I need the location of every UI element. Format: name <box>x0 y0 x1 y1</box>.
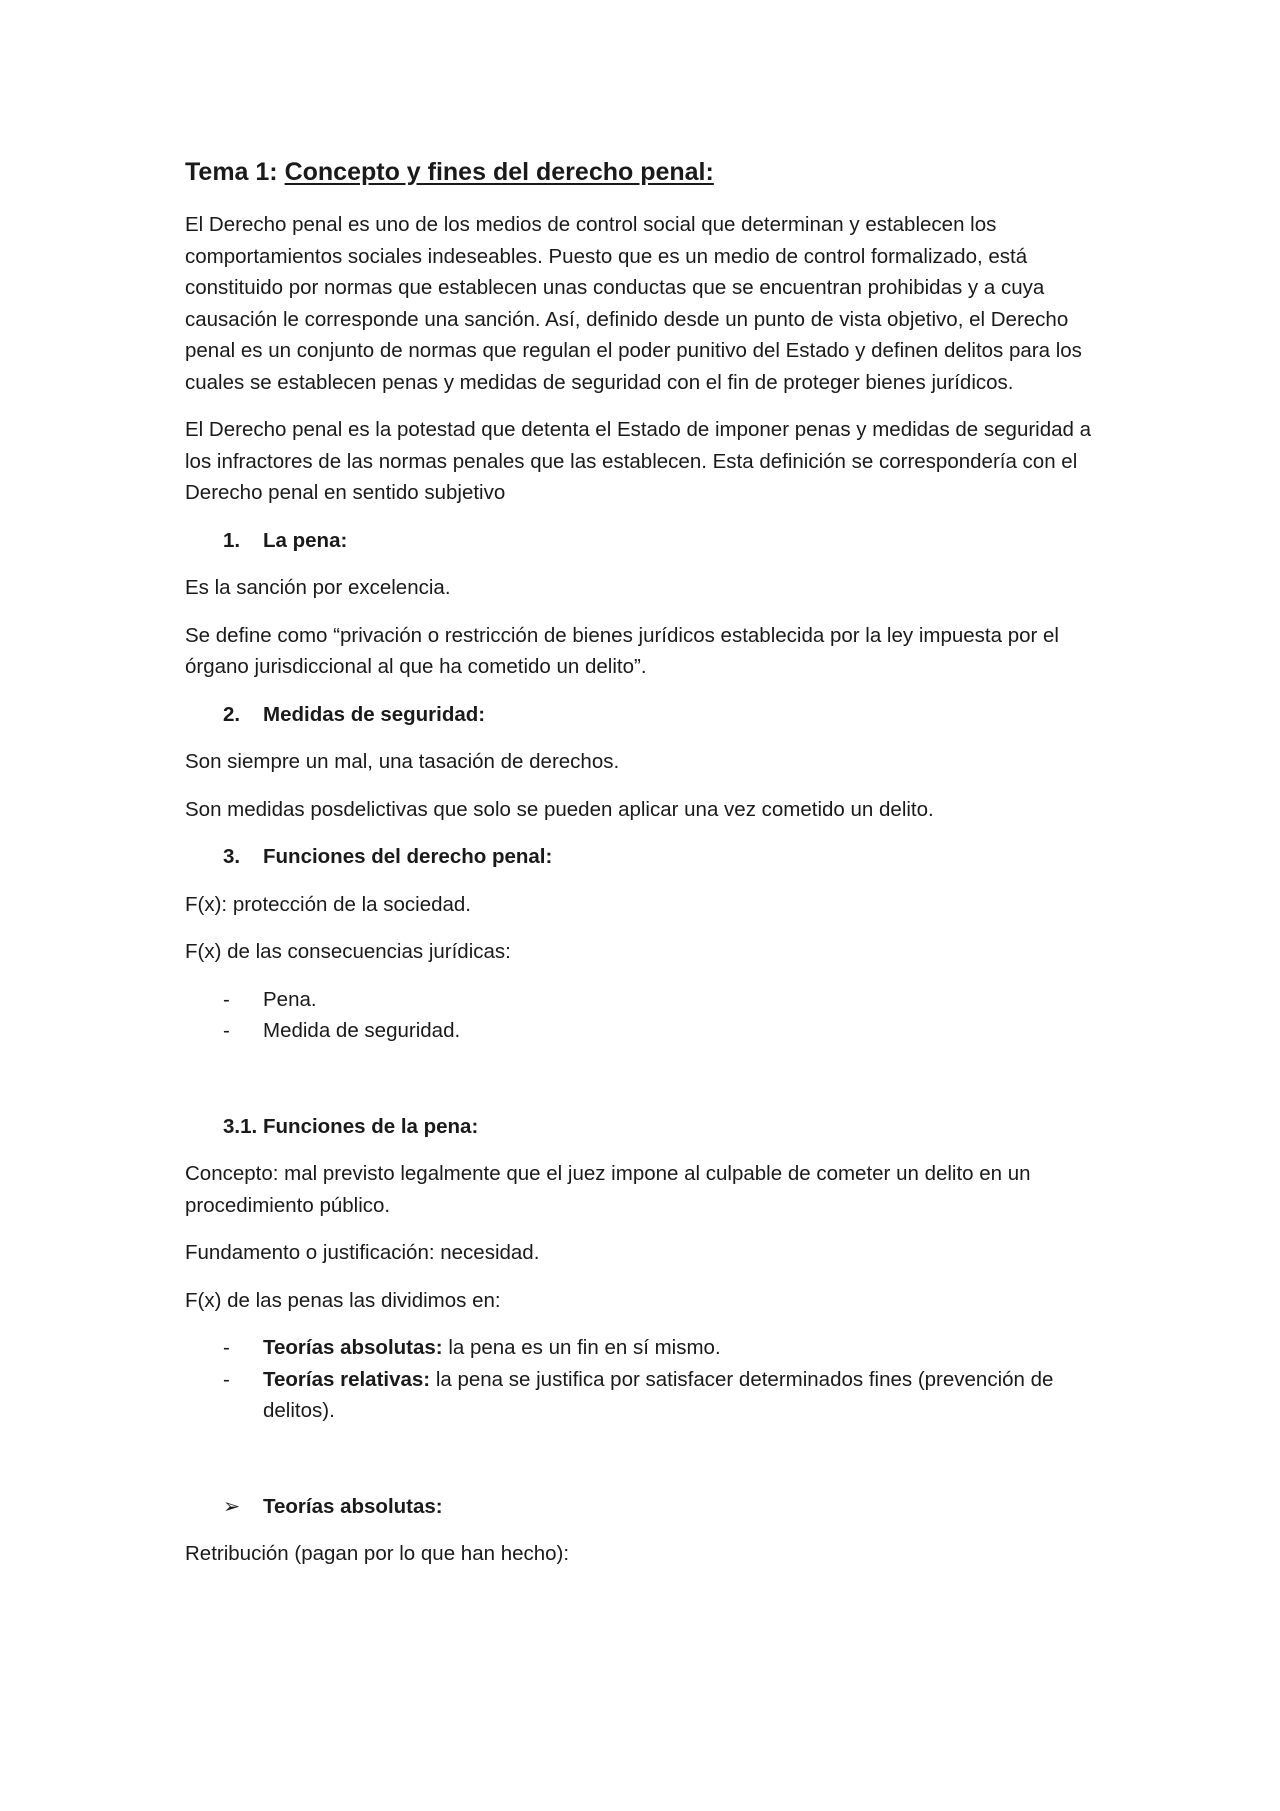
intro-paragraph-1: El Derecho penal es uno de los medios de control social que determinan y establecen los comportamientos sociales indeseables. Puesto que es un medio de control formalizado, está constituido por normas que establecen unas conductas que se encuentran prohibidas y a cuya causación le corresponde una sanción. Así, definido desde un punto de vista objetivo, el Derecho penal es un conjunto de normas que regulan el poder punitivo del Estado y definen delitos para los cuales se establecen penas y medidas de seguridad con el fin de proteger bienes jurídicos. <box>185 213 1082 394</box>
section-3-list <box>185 984 1105 1047</box>
section-3-heading <box>185 841 1105 873</box>
section-3-1-paragraph-1: Concepto: mal previsto legalmente que el juez impone al culpable de cometer un delito en un procedimiento público. <box>185 1162 1031 1217</box>
section-1-paragraph-1: Es la sanción por excelencia. <box>185 576 451 599</box>
list-item-rest: la pena es un fin en sí mismo. <box>442 1336 721 1359</box>
section-3-1-heading <box>185 1111 1105 1143</box>
absolutas-paragraph-1: Retribución (pagan por lo que han hecho): <box>185 1542 570 1565</box>
list-item <box>185 1364 1105 1427</box>
title-underlined: Concepto y fines del derecho penal: <box>284 158 714 186</box>
list-item-bold: Teorías absolutas: <box>263 1336 443 1359</box>
list-item-text <box>263 1332 1105 1364</box>
section-3-paragraph-2: F(x) de las consecuencias jurídicas: <box>185 940 511 963</box>
list-item <box>185 1332 1105 1364</box>
section-2-number: 2. <box>223 702 241 726</box>
section-3-1-number: 3.1. <box>223 1114 258 1138</box>
list-item <box>185 984 1105 1016</box>
dash-marker: - <box>223 1367 230 1391</box>
section-1-paragraph-2: Se define como “privación o restricción de bienes jurídicos establecida por la ley impuesta por el órgano jurisdiccional al que ha cometido un delito”. <box>185 623 1059 678</box>
list-item-rest: la pena se justifica por satisfacer determinados fines (prevención de delitos). <box>263 1367 1054 1422</box>
section-3-number: 3. <box>223 845 241 868</box>
section-3-1-paragraph-3: F(x) de las penas las dividimos en: <box>185 1288 501 1312</box>
arrow-bullet-icon: ➢ <box>223 1494 241 1518</box>
document-page <box>185 155 1105 1586</box>
list-item <box>185 1491 1105 1523</box>
list-item-text: Pena. <box>263 987 317 1011</box>
section-1-number: 1. <box>223 528 241 552</box>
list-item-bold: Teorías relativas: <box>263 1367 431 1391</box>
section-2-heading <box>185 699 1105 731</box>
intro-paragraph-2: El Derecho penal es la potestad que detenta el Estado de imponer penas y medidas de seguridad a los infractores de las normas penales que las establecen. Esta definición se correspondería con el Derecho penal en sentido subjetivo <box>185 418 1092 504</box>
section-3-paragraph-1: F(x): protección de la sociedad. <box>185 892 471 916</box>
section-3-1-list <box>185 1332 1105 1427</box>
section-2-paragraph-2: Son medidas posdelictivas que solo se pueden aplicar una vez cometido un delito. <box>185 797 934 821</box>
section-2-paragraph-1: Son siempre un mal, una tasación de derechos. <box>185 750 620 773</box>
absolutas-heading: Teorías absolutas: <box>263 1494 443 1518</box>
list-item <box>185 1015 1105 1047</box>
blank-line <box>185 1063 1105 1111</box>
page-title <box>185 155 1105 189</box>
blank-line <box>185 1443 1105 1491</box>
title-prefix: Tema 1: <box>185 158 285 186</box>
dash-marker: - <box>223 1336 230 1359</box>
section-1-title: La pena: <box>263 528 348 552</box>
section-3-title: Funciones del derecho penal: <box>263 845 553 868</box>
section-3-1-paragraph-2: Fundamento o justificación: necesidad. <box>185 1241 540 1264</box>
list-item-text <box>263 1364 1105 1427</box>
absolutas-heading-list <box>185 1491 1105 1523</box>
dash-marker: - <box>223 987 230 1011</box>
section-2-title: Medidas de seguridad: <box>263 702 486 726</box>
dash-marker: - <box>223 1019 230 1042</box>
section-1-heading <box>185 525 1105 557</box>
list-item-text: Medida de seguridad. <box>263 1019 461 1042</box>
section-3-1-title: Funciones de la pena: <box>263 1114 479 1138</box>
